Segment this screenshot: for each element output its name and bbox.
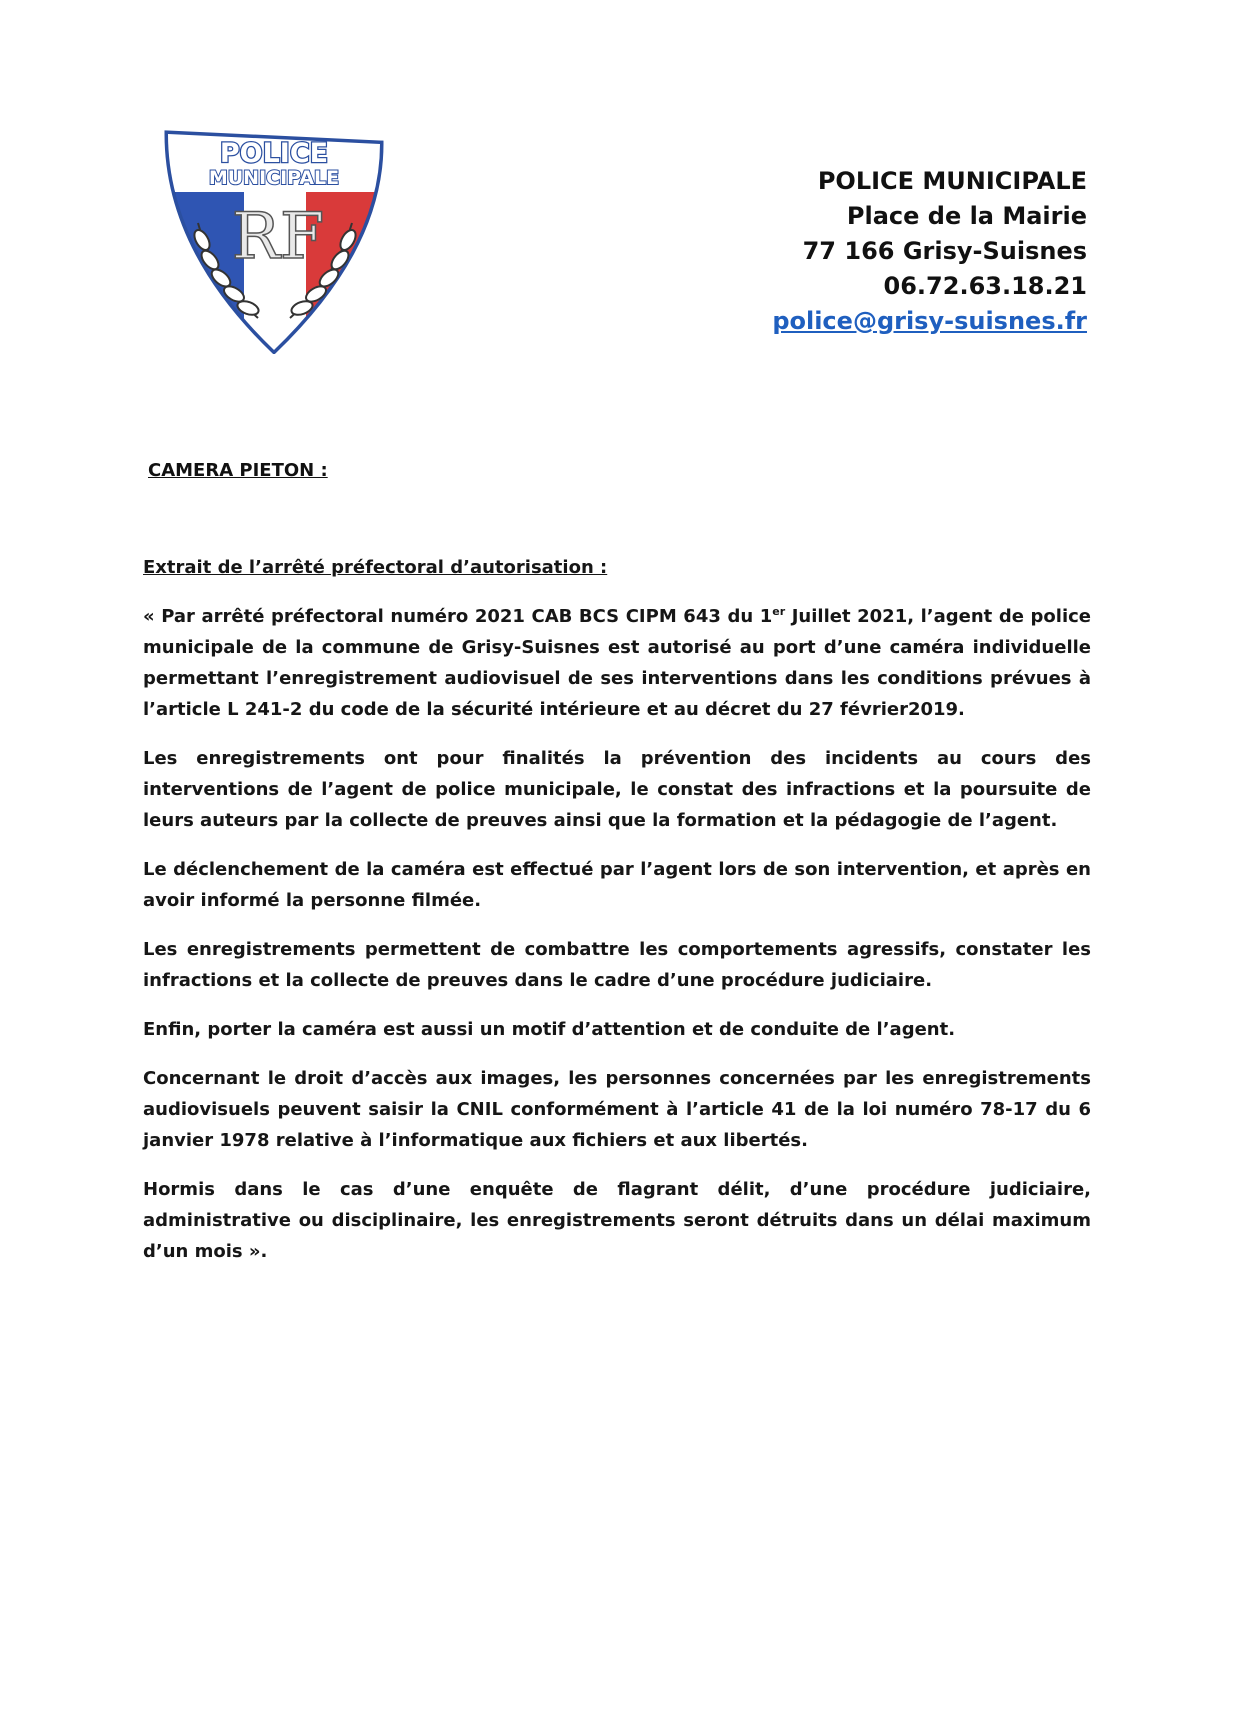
- email-link[interactable]: police@grisy-suisnes.fr: [772, 307, 1087, 335]
- p1-text-a: « Par arrêté préfectoral numéro 2021 CAB BCS CIPM 643 du 1: [143, 606, 773, 627]
- org-name: POLICE MUNICIPALE: [817, 167, 1087, 195]
- shield-emblem: [158, 128, 390, 354]
- logo-monogram: RF: [231, 200, 325, 274]
- logo-text-municipale: MUNICIPALE: [208, 167, 340, 189]
- paragraph-2: Les enregistrements ont pour finalités la prévention des incidents au cours des interventions de l’agent de police municipale, le constat des infractions et la poursuite de leurs auteurs par la collecte de preuves ainsi que la formation et la pédagogie de l’agent.: [143, 748, 1091, 831]
- extract-heading: Extrait de l’arrêté préfectoral d’autorisation :: [143, 557, 608, 578]
- city: 77 166 Grisy-Suisnes: [802, 237, 1087, 265]
- paragraph-4: Les enregistrements permettent de combattre les comportements agressifs, constater les infractions et la collecte de preuves dans le cadre d’une procédure judiciaire.: [143, 939, 1091, 991]
- phone: 06.72.63.18.21: [883, 272, 1087, 300]
- paragraph-7: Hormis dans le cas d’une enquête de flagrant délit, d’une procédure judiciaire, administrative ou disciplinaire, les enregistrements seront détruits dans un délai maximum d’un mois ».: [143, 1179, 1091, 1262]
- document-body: [143, 552, 1091, 1285]
- paragraph-1: [143, 601, 1091, 725]
- street: Place de la Mairie: [846, 202, 1087, 230]
- paragraph-5: Enfin, porter la caméra est aussi un motif d’attention et de conduite de l’agent.: [143, 1019, 956, 1040]
- police-municipale-logo: [158, 128, 390, 354]
- paragraph-3: Le déclenchement de la caméra est effectué par l’agent lors de son intervention, et après en avoir informé la personne filmée.: [143, 859, 1091, 911]
- section-title: CAMERA PIETON :: [148, 460, 328, 481]
- address-block: [772, 164, 1087, 339]
- p1-text-b: Juillet 2021, l’agent de police municipale de la commune de Grisy-Suisnes est autorisé au port d’une caméra individuelle permettant l’enregistrement audiovisuel de ses interventions dans les conditions prévues à l’article L 241-2 du code de la sécurité intérieure et au décret du 27 février2019.: [143, 606, 1091, 720]
- paragraph-6: Concernant le droit d’accès aux images, les personnes concernées par les enregistrements audiovisuels peuvent saisir la CNIL conformément à l’article 41 de la loi numéro 78-17 du 6 janvier 1978 relative à l’informatique aux fichiers et aux libertés.: [143, 1068, 1091, 1151]
- p1-superscript: er: [772, 605, 786, 618]
- logo-text-police: POLICE: [219, 138, 329, 169]
